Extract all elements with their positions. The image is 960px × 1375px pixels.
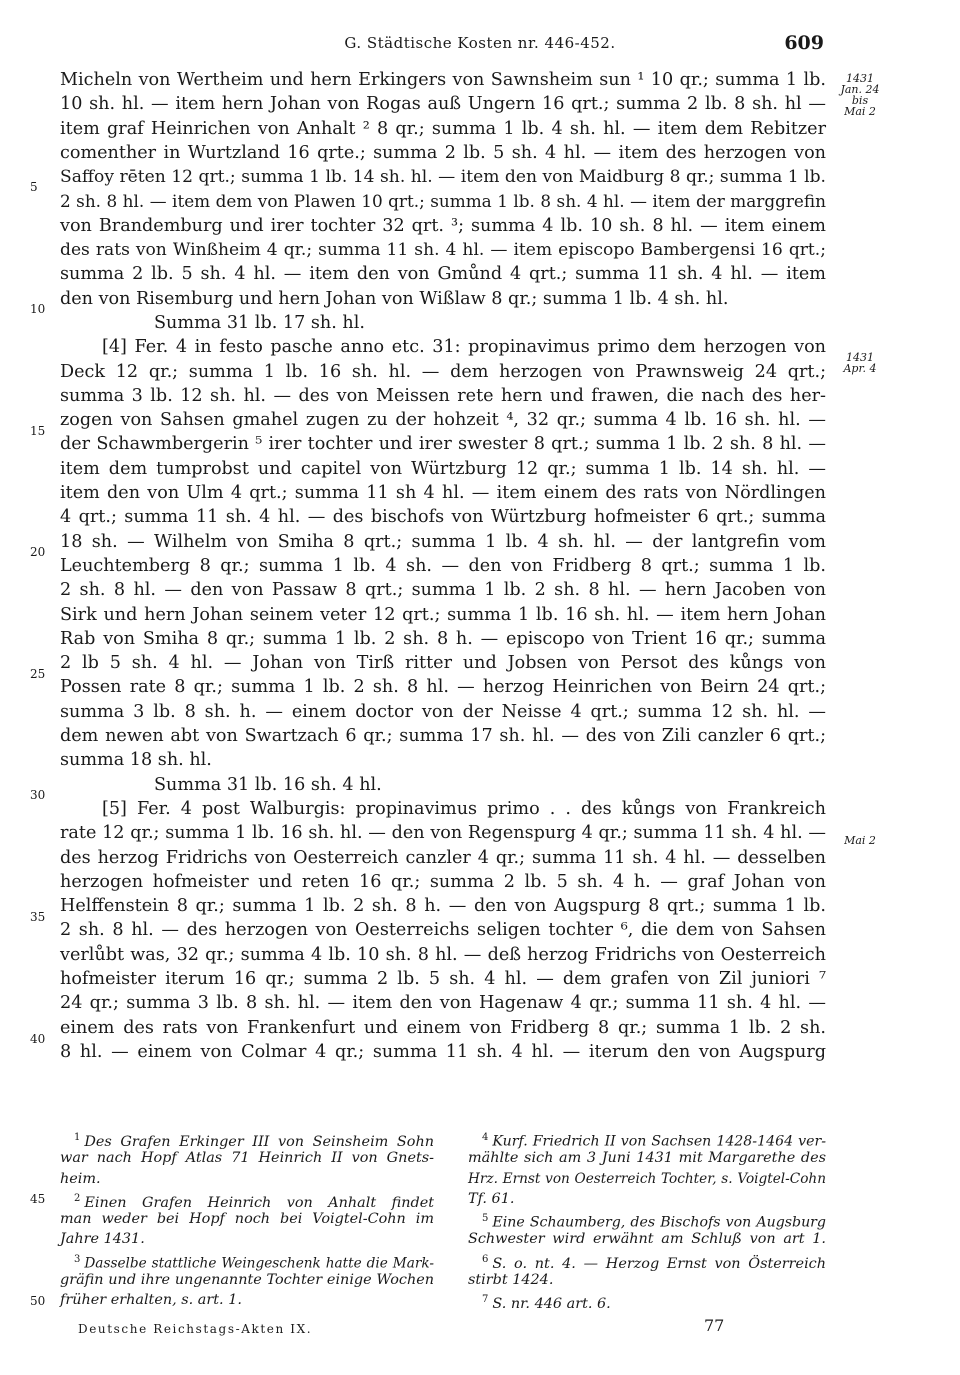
section-heading-line: [4] Fer. 4 in festo pasche anno etc. 31: propinavimus primo dem herzogen von — [102, 337, 826, 358]
line-number: 40 — [30, 1032, 46, 1046]
footnote-line: gräfin und ihre ungenannte Tochter einige Wochen — [60, 1272, 434, 1289]
text-line: item den von Ulm 4 qrt.; summa 11 sh 4 hl. — item einem des rats von Nördlingen — [60, 483, 826, 504]
footnotes — [60, 1128, 826, 1328]
margin-note-line: Mai 2 — [844, 105, 876, 118]
footnote-line: früher erhalten, s. art. 1. — [60, 1292, 242, 1309]
footnote-text: Eine Schaumberg, des Bischofs von Augsburg — [492, 1214, 826, 1231]
footnote-text: S. o. nt. 4. — Herzog Ernst von Österreich — [492, 1255, 826, 1272]
text-line: item dem tumprobst und capitel von Würtzburg 12 qr.; summa 1 lb. 14 sh. hl. — — [60, 458, 826, 479]
text-line: summa 3 lb. 12 sh. hl. — des von Meissen rete hern und frawen, die nach des her- — [60, 385, 826, 406]
text-line: 8 hl. — einem von Colmar 4 qr.; summa 11 sh. 4 hl. — iterum den von Augspurg — [60, 1041, 826, 1062]
text-line: 24 qr.; summa 3 lb. 8 sh. hl. — item den von Hagenaw 4 qr.; summa 11 sh. 4 hl. — — [60, 993, 826, 1014]
text-line: Sirk und hern Johan seinem veter 12 qrt.; summa 1 lb. 16 sh. hl. — item hern Johan — [60, 604, 826, 625]
line-number: 10 — [30, 302, 46, 316]
text-line: 2 sh. 8 hl. — den von Passaw 8 qrt.; summa 1 lb. 2 sh. 8 hl. — hern Jacoben von — [60, 580, 826, 601]
footnote-line-number: 45 — [30, 1192, 46, 1206]
margin-note-line: bis — [851, 94, 869, 107]
footnote-line: Tf. 61. — [468, 1190, 515, 1207]
text-line: des herzog Fridrichs von Oesterreich canzler 4 qr.; summa 11 sh. 4 hl. — desselben — [60, 847, 826, 868]
footnote-text: Dasselbe stattliche Weingeschenk hatte die Mark- — [84, 1255, 434, 1272]
footnote-line — [60, 1128, 434, 1148]
margin-date-note — [834, 73, 886, 117]
footnote-line: mählte sich am 3 Juni 1431 mit Margarethe des — [468, 1150, 826, 1167]
text-line: Deck 12 qr.; summa 1 lb. 16 sh. hl. — dem herzogen von Prawnsweig 24 qrt.; — [60, 361, 826, 382]
text-line: Leuchtemberg 8 qr.; summa 1 lb. 4 sh. — den von Fridberg 8 qrt.; summa 1 lb. — [60, 555, 826, 576]
footnote-line: Jahre 1431. — [60, 1231, 145, 1248]
footnote-line: stirbt 1424. — [468, 1272, 554, 1289]
text-line: summa 2 lb. 5 sh. 4 hl. — item den von Gmůnd 4 qrt.; summa 11 sh. 4 hl. — item — [60, 264, 826, 285]
text-line: hofmeister iterum 16 qr.; summa 2 lb. 5 sh. 4 hl. — dem grafen von Zil juniori ⁷ — [60, 968, 826, 989]
text-line: 2 lb 5 sh. 4 hl. — Johan von Tirß ritter und Jobsen von Persot des kůngs von — [60, 653, 826, 674]
footnote-number: 1 — [74, 1132, 81, 1143]
footnote-line — [468, 1209, 826, 1229]
text-line: Helffenstein 8 qr.; summa 1 lb. 2 sh. 8 h. — den von Augspurg 8 qrt.; summa 1 lb. — [60, 896, 826, 917]
footnote-number: 2 — [74, 1192, 81, 1204]
footnote-line: war nach Hopf Atlas 71 Heinrich II von Gnets- — [60, 1150, 434, 1167]
text-line: Saffoy rēten 12 qrt.; summa 1 lb. 14 sh. hl. — item den von Maidburg 8 qr.; summa 1 lb. — [60, 167, 826, 188]
summa-line: Summa 31 lb. 17 sh. hl. — [154, 312, 365, 333]
margin-note-line: 1431 — [846, 72, 874, 85]
margin-note-line: Mai 2 — [844, 834, 876, 847]
line-number: 5 — [30, 180, 38, 194]
margin-note-line: Apr. 4 — [843, 362, 877, 375]
text-line: dem newen abt von Swartzach 6 qr.; summa 17 sh. hl. — des von Zili canzler 6 qrt.; — [60, 726, 826, 747]
text-line: Micheln von Wertheim und hern Erkingers von Sawnsheim sun ¹ 10 qr.; summa 1 lb. — [60, 70, 826, 90]
text-line: 10 sh. hl. — item hern Johan von Rogas auß Ungern 16 qrt.; summa 2 lb. 8 sh. hl — — [60, 94, 826, 115]
footnote-number: 6 — [482, 1253, 489, 1265]
margin-date-note — [834, 835, 886, 846]
section-heading-line: [5] Fer. 4 post Walburgis: propinavimus primo . . des kůngs von Frankreich — [102, 798, 826, 819]
footnote-line: man weder bei Hopf noch bei Voigtel-Cohn im — [60, 1211, 434, 1228]
text-line: item graf Heinrichen von Anhalt ² 8 qr.; summa 1 lb. 4 sh. hl. — item dem Rebitzer — [60, 118, 826, 139]
footnote-line — [60, 1250, 434, 1270]
page-number: 609 — [784, 32, 824, 54]
footnote-line: Schwester wird erwähnt am Schluß von art 1. — [468, 1231, 826, 1248]
summa-line: Summa 31 lb. 16 sh. 4 hl. — [154, 774, 382, 795]
text-line: des rats von Winßheim 4 qr.; summa 11 sh. 4 hl. — item episcopo Bambergensi 16 qrt.; — [60, 240, 826, 261]
footnote-text: Kurf. Friedrich II von Sachsen 1428-1464 ver- — [492, 1133, 826, 1150]
text-line: 2 sh. 8 hl. — des herzogen von Oesterreichs seligen tochter ⁶, die dem von Sahsen — [60, 920, 826, 941]
text-line: herzogen hofmeister und reten 16 qr.; summa 2 lb. 5 sh. 4 h. — graf Johan von — [60, 871, 826, 892]
footnote-line-number: 50 — [30, 1294, 46, 1308]
text-line: verlůbt was, 32 qr.; summa 4 lb. 10 sh. 8 hl. — deß herzog Fridrichs von Oesterreich — [60, 944, 826, 965]
text-line: den von Risemburg und hern Johan von Wißlaw 8 qr.; summa 1 lb. 4 sh. hl. — [60, 288, 729, 309]
footnote-line — [468, 1128, 826, 1148]
text-line: zogen von Sahsen gmahel zugen zu der hohzeit ⁴, 32 qr.; summa 4 lb. 16 sh. hl. — — [60, 410, 826, 431]
text-line: 4 qrt.; summa 11 sh. 4 hl. — des bischofs von Würtzburg hofmeister 6 qrt.; summa — [60, 507, 826, 528]
footnote-number: 5 — [482, 1213, 489, 1225]
footnote-text: Einen Grafen Heinrich von Anhalt findet — [84, 1194, 434, 1211]
text-line: Rab von Smiha 8 qr.; summa 1 lb. 2 sh. 8 h. — episcopo von Trient 16 qr.; summa — [60, 628, 826, 649]
footnote-text: Des Grafen Erkinger III von Seinsheim Sohn — [84, 1133, 434, 1150]
footnote-number: 3 — [74, 1253, 81, 1265]
text-line: rate 12 qr.; summa 1 lb. 16 sh. hl. — den von Regenspurg 4 qr.; summa 11 sh. 4 hl. — — [60, 823, 826, 844]
footnote-line — [468, 1250, 826, 1270]
main-text — [60, 68, 826, 1064]
text-line: summa 18 sh. hl. — [60, 750, 212, 771]
text-line: einem des rats von Frankenfurt und einem von Fridberg 8 qr.; summa 1 lb. 2 sh. — [60, 1017, 826, 1038]
text-line: summa 3 lb. 8 sh. h. — einem doctor von der Neisse 4 qrt.; summa 12 sh. hl. — — [60, 701, 826, 722]
text-line: 18 sh. — Wilhelm von Smiha 8 qrt.; summa 1 lb. 4 sh. hl. — der lantgrefin vom — [60, 531, 826, 552]
text-line: Possen rate 8 qr.; summa 1 lb. 2 sh. 8 hl. — herzog Heinrichen von Beirn 24 qrt.; — [60, 677, 826, 698]
footnotes-left-column — [60, 1128, 434, 1311]
margin-date-note — [834, 352, 886, 374]
line-number: 15 — [30, 424, 46, 438]
sheet-number: 77 — [704, 1316, 725, 1335]
print-signature: Deutsche Reichstags-Akten IX. — [78, 1322, 313, 1336]
footnote-line: heim. — [60, 1170, 101, 1187]
line-number: 20 — [30, 545, 46, 559]
footnote-number: 4 — [482, 1132, 489, 1143]
margin-note-line: Jan. 24 — [840, 83, 880, 96]
text-line: von Brandemburg und irer tochter 32 qrt. ³; summa 4 lb. 10 sh. 8 hl. — item einem — [60, 215, 826, 236]
line-number: 25 — [30, 667, 46, 681]
footnotes-right-column — [468, 1128, 826, 1311]
running-head — [0, 34, 960, 56]
footnote-text: S. nr. 446 art. 6. — [492, 1296, 611, 1313]
text-line: comenther in Wurtzland 16 qrte.; summa 2 lb. 5 sh. 4 hl. — item des herzogen von — [60, 142, 826, 163]
footnote-line — [468, 1290, 826, 1313]
text-line: der Schawmbergerin ⁵ irer tochter und irer swester 8 qrt.; summa 1 lb. 2 sh. 8 hl. — — [60, 434, 826, 455]
text-line: 2 sh. 8 hl. — item dem von Plawen 10 qrt.; summa 1 lb. 8 sh. 4 hl. — item der marggrefin — [60, 191, 826, 212]
running-head-title: G. Städtische Kosten nr. 446-452. — [344, 34, 616, 52]
margin-note-line: 1431 — [846, 351, 874, 364]
footnote-line — [60, 1189, 434, 1209]
line-number: 30 — [30, 788, 46, 802]
footnote-number: 7 — [482, 1294, 489, 1306]
line-number: 35 — [30, 910, 46, 924]
footnote-line: Hrz. Ernst von Oesterreich Tochter, s. Voigtel-Cohn — [468, 1170, 826, 1187]
